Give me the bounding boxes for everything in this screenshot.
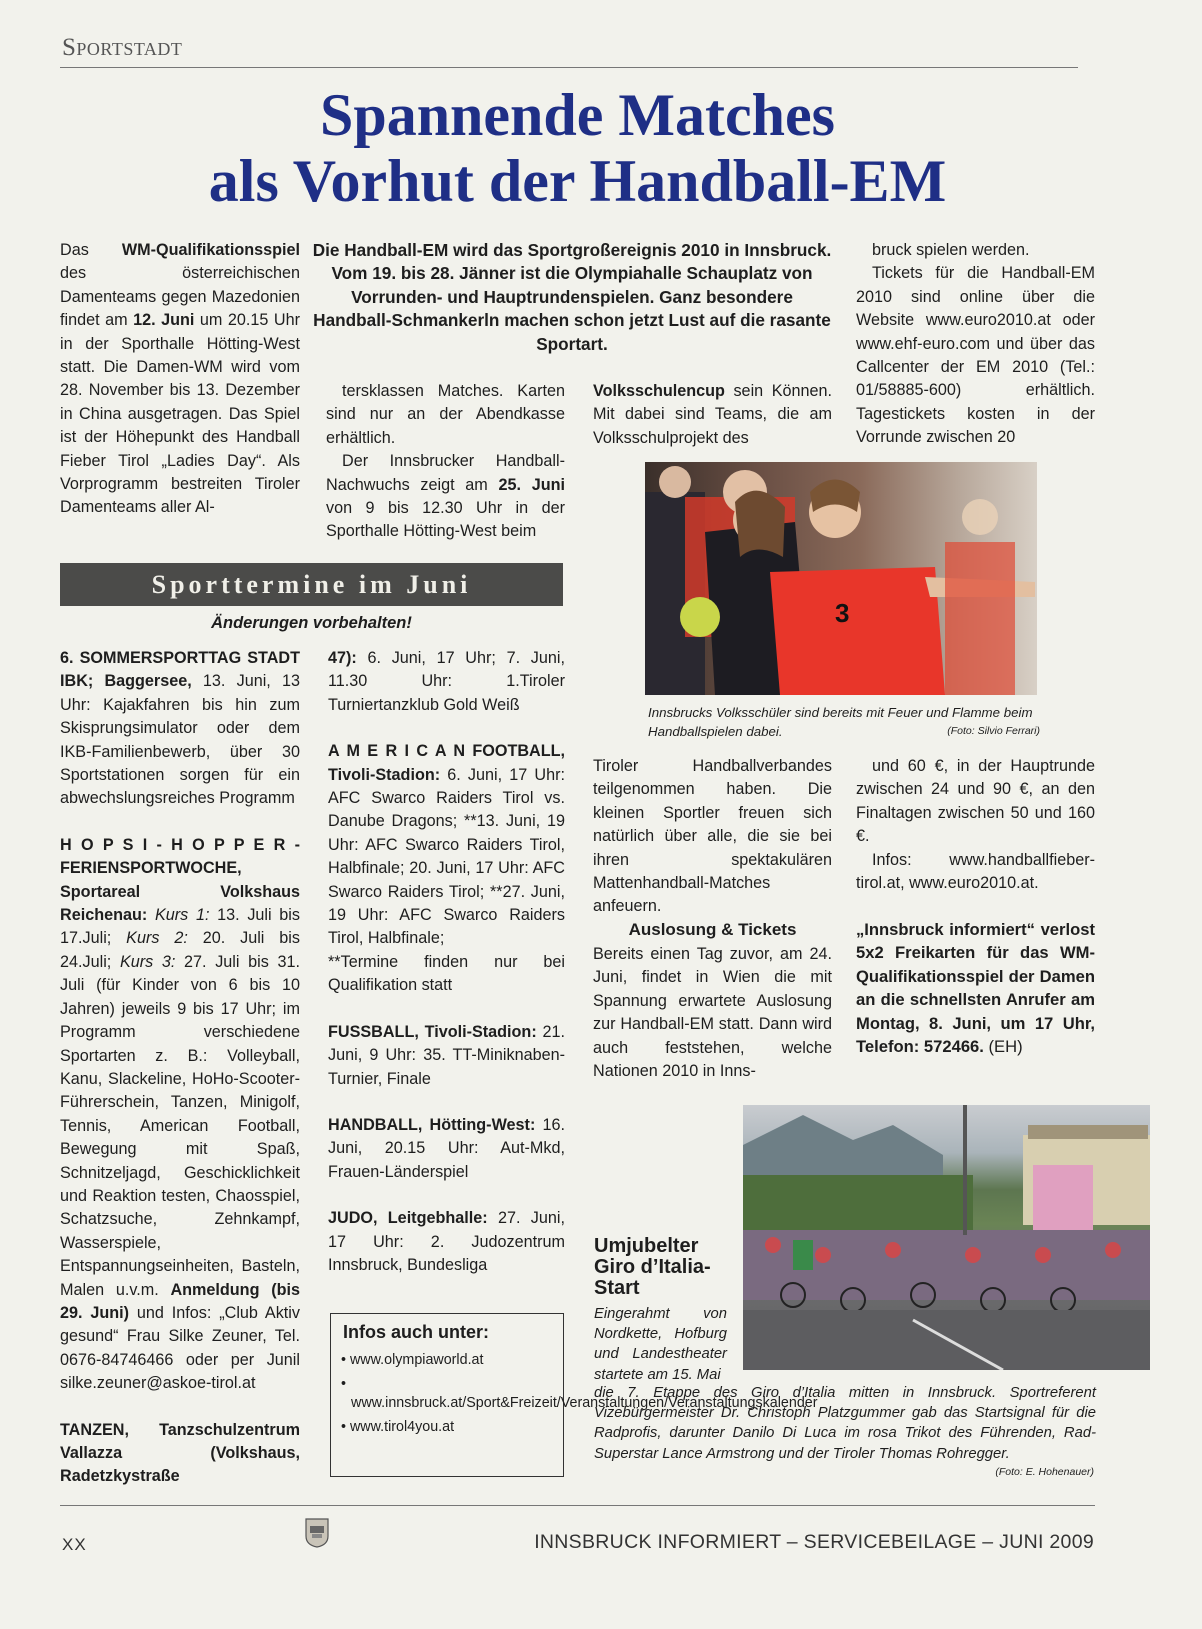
article-col-1 [60,239,300,520]
text-run: 27. Juli bis 31. Juli (für Kinder von 6 bis 10 Jahren) jeweils 9 bis 17 Uhr; im Programm verschiedene Sportarten z. B.: Volleyball, Kanu, Slackeline, HoHo-Scooter-Führerschein, Tanzen, Minigolf, Tennis, American Football, Bewegung mit Spaß, Schnitzeljagd, Geschicklichkeit und Reaktion testen, Chaosspiel, Schatzsuche, Zehnkampf, Wasserspiele, Entspannungseinheiten, Basteln, Malen u.v.m. [60,952,300,1299]
city-crest-icon [305,1518,329,1548]
paragraph [856,755,1095,849]
jersey-number: 3 [835,598,850,628]
paragraph [856,849,1095,896]
article-col-4-top [856,239,1095,450]
text-run: 6. Juni, 17 Uhr: AFC Swarco Raiders Tirol vs. Danube Dragons; **13. Juni, 19 Uhr: AFC Swarco Raiders Tirol, Halbfinale; 20. Juni, 17 Uhr: AFC Swarco Raiders Tirol; **27. Juni, 19 Uhr: AFC Swarco Raiders Tirol, Halbfinale; [328,765,565,948]
article-col-3-mid [593,755,832,919]
paragraph [328,1207,565,1277]
photo-caption [648,703,1040,741]
text-run [147,906,155,924]
paragraph [60,834,300,1396]
paragraph [328,740,565,951]
giro-caption: die 7. Etappe des Giro d’Italia mitten in Innsbruck. Sportreferent Vizebürgermeister Dr. Christoph Platzgummer gab das Startsignal für die Radprofis, darunter Danilo Di Luca im rosa Trikot des Führenden, Rad-Superstar Lance Armstrong und der Tiroler Thomas Rohregger. [594,1385,1096,1462]
text-run: von 9 bis 12.30 Uhr in der Sporthalle Hötting-West beim [326,499,565,541]
giro-photo-credit: (Foto: E. Hohenauer) [995,1466,1094,1478]
paragraph [60,239,300,520]
text-run: um 20.15 Uhr in der Sporthalle Hötting-West statt. Die Damen-WM wird vom 28. November bis 13. Dezember in China ausgetragen. Das Spiel ist der Höhepunkt des Handball Fieber Tirol „Ladies Day“. Als Vorprogramm bestreiten Tiroler Damenteams aller Al- [60,311,301,517]
paragraph [593,380,832,450]
text-run: Der Innsbrucker Handball-Nachwuchs zeigt am [326,452,565,494]
page-number: XX [62,1535,87,1554]
article-col-4-mid [856,755,1095,895]
text-run: Tiroler Handballverbandes teilgenommen haben. Die kleinen Sportler freuen sich natürlich über alle, die sie bei ihren spektakulären Mattenhandball-Matches anfeuern. [593,757,832,916]
text-run: Infos: www.handballfieber-tirol.at, www.euro2010.at. [856,850,1095,893]
header-rule [60,67,1078,68]
paragraph [856,239,1095,262]
events-col-2 [328,647,565,1277]
photo-credit: (Foto: Silvio Ferrari) [947,725,1040,737]
article-col-3-top [593,380,832,450]
text-run: 16. Juni, 20.15 Uhr: Aut-Mkd, Frauen-Länderspiel [328,1115,565,1181]
text-run: 25. Juni [498,475,565,494]
text-run: und 60 €, in der Hauptrunde zwischen 24 und 90 €, an den Finaltagen zwischen 50 und 160 €. [856,757,1095,846]
events-note: Änderungen vorbehalten! [211,614,412,632]
title-line-1: Spannende Matches [319,82,836,148]
footer-rule [60,1505,1095,1506]
text-run: FUSSBALL, Tivoli-Stadion: [328,1022,537,1041]
text-run: TANZEN, Tanzschulzentrum Vallazza (Volkshaus, Radetzkystraße [60,1420,300,1486]
text-run: bruck spielen werden. [872,241,1030,259]
section-label: Sportstadt [62,34,183,61]
giro-photo [743,1105,1150,1370]
text-run: Kurs 2: [126,929,188,948]
article-col-4-bottom [856,918,1095,1058]
text-run: 12. Juni [133,311,195,330]
text-run: (EH) [983,1037,1023,1057]
text-run: **Termine finden nur bei Qualifikation statt [328,952,565,995]
text-run: H O P S I - H O P P E R - FERIENSPORTWOCHE, [60,835,300,878]
article-lead: Die Handball-EM wird das Sportgroßereignis 2010 in Innsbruck. Vom 19. bis 28. Jänner ist die Olympiahalle Schauplatz von Vorrunden- und Hauptrundenspielen. Ganz besondere Handball-Schmankerln machen schon jetzt Lust auf die rasante Sportart. [312,240,832,354]
text-run: „Innsbruck informiert“ verlost 5x2 Freikarten für das WM-Qualifikationsspiel der Damen an die schnellsten Anrufer am Montag, 8. Juni, um 17 Uhr, Telefon: 572466. [856,920,1095,1057]
publication-footer: INNSBRUCK INFORMIERT – SERVICEBEILAGE – JUNI 2009 [534,1531,1094,1553]
caption-text: Innsbrucks Volksschüler sind bereits mit Feuer und Flamme beim Handballspielen dabei. [648,705,1033,739]
text-run: 13. Juni, 13 Uhr: Kajakfahren bis hin zum Skisprungsimulator oder dem IKB-Familienbewerb, über 30 Sportstationen sorgen für ein abwechslungsreiches Programm [60,672,300,808]
text-run: 27. Juni, 17 Uhr: 2. Judozentrum Innsbruck, Bundesliga [328,1209,565,1274]
article-col-2 [326,380,565,544]
text-run: 6. Juni, 17 Uhr; 7. Juni, 11.30 Uhr: 1.Tiroler Turniertanzklub Gold Weiß [328,649,565,714]
info-box-title: Infos auch unter: [343,1322,490,1342]
title-line-2: als Vorhut der Handball-EM [208,148,947,214]
handball-photo [645,462,1037,695]
text-run: A M E R I C A N FOOTBALL, Tivoli-Stadion: [328,742,565,784]
text-run: Kurs 1: [154,906,210,925]
giro-caption-top: Eingerahmt von Nordkette, Hofburg und Landestheater startete am 15. Mai [594,1306,727,1383]
info-link[interactable]: • www.olympiaworld.at [341,1352,484,1368]
text-run: Tickets für die Handball-EM 2010 sind online über die Website www.euro2010.at oder www.ehf-euro.com und über das Callcenter der EM 2010 (Tel.: 01/58885-600) erhältlich. Tagestickets kosten in der Vorrunde zwischen 20 [856,264,1095,447]
text-run: WM-Qualifikationsspiel [121,241,300,259]
giro-headline: Umjubelter Giro d’Italia-Start [594,1235,711,1299]
events-banner: Sporttermine im Juni [60,563,563,606]
paragraph [60,1419,300,1489]
text-run: 13. Juli bis 17.Juli; [60,906,301,948]
paragraph [856,918,1095,1058]
text-run: Bereits einen Tag zuvor, am 24. Juni, findet in Wien die mit Spannung erwartete Auslosung zur Handball-EM statt. Dann wird auch feststehen, welche Nationen 2010 in Inns- [593,945,832,1081]
paragraph [328,1114,565,1184]
text-run: JUDO, Leitgebhalle: [328,1209,488,1228]
text-run: 6. SOMMERSPORTTAG STADT IBK; Baggersee, [60,649,300,691]
page-title [60,82,1095,214]
text-run: 20. Juli bis 24.Juli; [60,929,300,971]
subhead: Auslosung & Tickets [628,920,797,939]
text-run: 21. Juni, 9 Uhr: 35. TT-Miniknaben-Turnier, Finale [328,1022,565,1088]
text-run: und Infos: „Club Aktiv gesund“ Frau Silke Zeuner, Tel. 0676-84746466 oder per Junil silke.zeuner@askoe-tirol.at [60,1303,300,1393]
text-run: sein Können. Mit dabei sind Teams, die am Volksschulprojekt des [593,382,832,447]
paragraph [593,755,832,919]
paragraph [326,450,565,544]
text-run: Kurs 3: [119,952,176,971]
paragraph [60,647,300,811]
paragraph [856,262,1095,449]
article-col-3-bottom [593,943,832,1083]
text-run: des österreichischen Damenteams gegen Mazedonien findet am [60,264,300,330]
text-run: tersklassen Matches. Karten sind nur an der Abendkasse erhältlich. [326,382,565,447]
paragraph [328,647,565,717]
text-run: Sportareal Volkshaus Reichenau: [60,882,300,925]
paragraph [593,943,832,1083]
text-run: HANDBALL, Hötting-West: [328,1115,536,1134]
info-link[interactable]: • www.tirol4you.at [341,1418,455,1435]
paragraph [328,1021,565,1091]
text-run: Das [60,241,122,259]
text-run: 47): [328,649,357,667]
events-col-1 [60,647,300,1489]
paragraph [328,951,565,998]
info-link[interactable]: • www.innsbruck.at/Sport&Freizeit/Veranstaltungen/Veranstaltungskalender [341,1375,818,1411]
text-run: Anmeldung (bis 29. Juni) [60,1280,300,1322]
paragraph [326,380,565,450]
text-run: Volksschulencup [593,382,725,400]
